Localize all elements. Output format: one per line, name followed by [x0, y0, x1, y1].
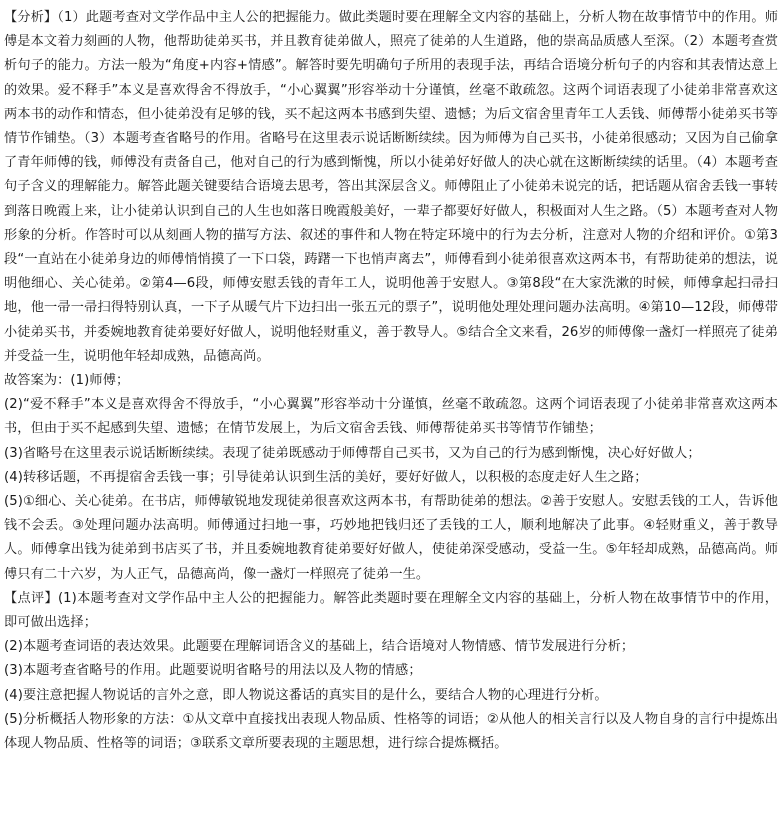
- answer-4: (4)转移话题，不再提宿舍丢钱一事；引导徒弟认识到生活的美好，要好好做人，以积极的态度走好人生之路；: [4, 469, 648, 485]
- analysis-text: （1）此题考查对文学作品中主人公的把握能力。做此类题时要在理解全文内容的基础上，分析人物在故事情节中的作用。师傅是本文着力刻画的人物，他帮助徒弟买书，并且教育徒弟做人，照亮了徒弟的人生道路，他的崇高品质感人至深。（2）本题考查赏析句子的能力。方法一般为“角度+内容+情感”。解答时要先明确句子所用的表现手法，再结合语境分析句子的内容和其表情达意上的效果。爱不释手”本义是喜欢得舍不得放手，“小心翼翼”形容举动十分谨慎，丝毫不敢疏忽。这两个词语表现了小徒弟非常喜欢这两本书的动作和情态，但小徒弟没有足够的钱，买不起这两本书感到失望、遗憾；为后文宿舍里青年工人丢钱、师傅帮小徒弟买书等情节作铺垫。（3）本题考查省略号的作用。省略号在这里表示说话断断续续。因为师傅为自己买书，小徒弟很感动；又因为自己偷拿了青年师傅的钱，师傅没有责备自己，他对自己的行为感到惭愧，所以小徒弟好好做人的决心就在这断断续续的话里。（4）本题考查句子含义的理解能力。解答此题关键要结合语境去思考，答出其深层含义。师傅阻止了小徒弟未说完的话，把话题从宿舍丢钱一事转到落日晚霞上来，让小徒弟认识到自己的人生也如落日晚霞般美好，一辈子都要好好做人，积极面对人生之路。（5）本题考查对人物形象的分析。作答时可以从刻画人物的描写方法、叙述的事件和人物在特定环境中的行为去分析，注意对人物的介绍和评价。①第3段“一直站在小徒弟身边的师傅悄悄摸了一下口袋，踌躇一下也悄声离去”，师傅看到小徒弟很喜欢这两本书，有帮助徒弟的想法，说明他细心、关心徒弟。②第4—6段，师傅安慰丢钱的青年工人，说明他善于安慰人。③第8段“在大家洗漱的时候，师傅拿起扫帚扫地，他一帚一帚扫得特别认真，一下子从暖气片下边扫出一张五元的票子”，说明他处理处理问题办法高明。④第10—12段，师傅带小徒弟买书，并委婉地教育徒弟要好好做人，说明他轻财重义，善于教导人。⑤结合全文来看，26岁的师傅像一盏灯一样照亮了徒弟并受益一生，说明他年轻却成熟，品德高尚。: [4, 10, 778, 364]
- answer-3: (3)省略号在这里表示说话断断续续。表现了徒弟既感动于师傅帮自己买书，又为自己的行为感到惭愧，决心好好做人；: [4, 445, 701, 461]
- answer-intro: 故答案为：(1)师傅；: [4, 373, 130, 389]
- comment-3: (3)本题考查省略号的作用。此题要说明省略号的用法以及人物的情感；: [4, 663, 422, 679]
- comment-1: [4, 587, 778, 635]
- answer-5: (5)①细心、关心徒弟。在书店，师傅敏锐地发现徒弟很喜欢这两本书，有帮助徒弟的想法。②善于安慰人。安慰丢钱的工人，告诉他钱不会丢。③处理问题办法高明。师傅通过扫地一事，巧妙地把钱归还了丢钱的工人，顺利地解决了此事。④轻财重义，善于教导人。师傅拿出钱为徒弟到书店买了书，并且委婉地教育徒弟要好好做人，使徒弟深受感动，受益一生。⑤年轻却成熟，品德高尚。师傅只有二十六岁，为人正气，品德高尚，像一盏灯一样照亮了徒弟一生。: [4, 494, 778, 582]
- analysis-paragraph: [4, 6, 778, 369]
- comment-2: (2)本题考查词语的表达效果。此题要在理解词语含义的基础上，结合语境对人物情感、情节发展进行分析；: [4, 639, 635, 655]
- comment-tag: 【点评】: [4, 590, 58, 606]
- comment-5: (5)分析概括人物形象的方法：①从文章中直接找出表现人物品质、性格等的词语；②从他人的相关言行以及人物自身的言行中提炼出体现人物品质、性格等的词语；③联系文章所要表现的主题思想，进行综合提炼概括。: [4, 711, 778, 752]
- comment-4: (4)要注意把握人物说话的言外之意，即人物说这番话的真实目的是什么，要结合人物的心理进行分析。: [4, 687, 608, 703]
- analysis-tag: 【分析】: [4, 10, 58, 25]
- comment-1-text: (1)本题考查对文学作品中主人公的把握能力。解答此类题时要在理解全文内容的基础上，分析人物在故事情节中的作用，即可做出选择；: [4, 590, 778, 631]
- answer-2: (2)“爱不释手”本义是喜欢得舍不得放手，“小心翼翼”形容举动十分谨慎，丝毫不敢疏忽。这两个词语表现了小徒弟非常喜欢这两本书，但由于买不起感到失望、遗憾；在情节发展上，为后文宿舍丢钱、师傅帮徒弟买书等情节作铺垫；: [4, 397, 778, 437]
